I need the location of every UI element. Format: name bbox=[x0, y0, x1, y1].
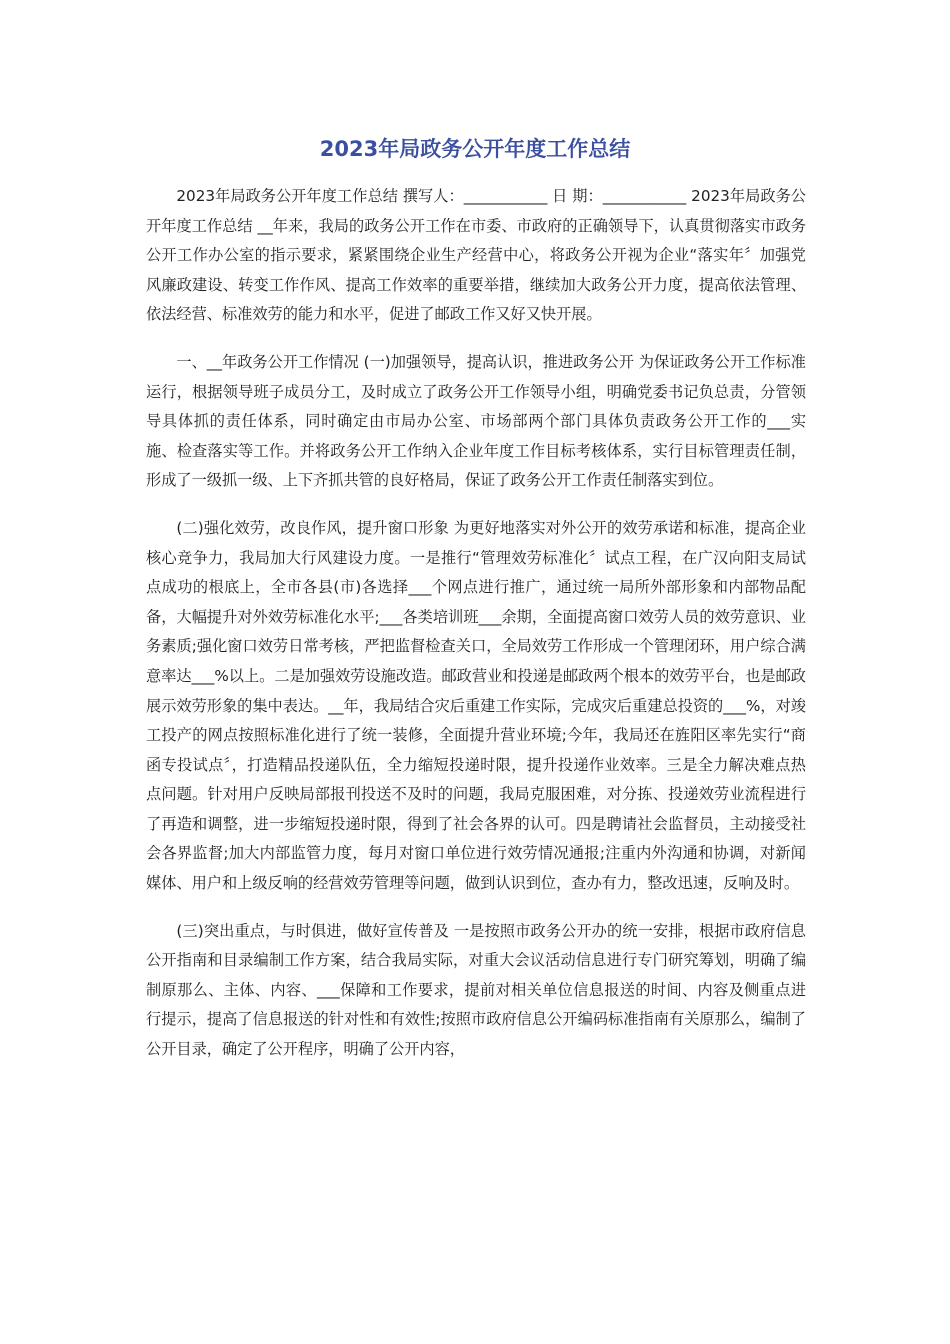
paragraph-section-3: (三)突出重点，与时俱进，做好宣传普及 一是按照市政务公开办的统一安排，根据市政府信息公开指南和目录编制工作方案，结合我局实际，对重大会议活动信息进行专门研究筹划，明确了编制原那么、主体、内容、___保障和工作要求，提前对相关单位信息报送的时间、内容及侧重点进行提示，提高了信息报送的针对性和有效性;按照市政府信息公开编码标准指南有关原那么，编制了公开目录，确定了公开程序，明确了公开内容， bbox=[146, 921, 806, 1059]
document-body bbox=[146, 182, 806, 1083]
paragraph-intro: 2023年局政务公开年度工作总结 撰写人：___________ 日 期：___________ 2023年局政务公开年度工作总结 __年来，我局的政务公开工作在市委、市政府的正确领导下，认真贯彻落实市政务公开工作办公室的指示要求，紧紧围绕企业生产经营中心，将政务公开视为企业“落实年〞加强党风廉政建设、转变工作作风、提高工作效率的重要举措，继续加大政务公开力度，提高依法管理、依法经营、标准效劳的能力和水平，促进了邮政工作又好又快开展。 bbox=[146, 187, 806, 324]
document-title: 2023年局政务公开年度工作总结 bbox=[319, 137, 631, 161]
paragraph-section-2: (二)强化效劳，改良作风，提升窗口形象 为更好地落实对外公开的效劳承诺和标准，提高企业核心竞争力，我局加大行风建设力度。一是推行“管理效劳标准化〞试点工程，在广汉向阳支局试点成功的根底上，全市各县(市)各选择___个网点进行推广，通过统一局所外部形象和内部物品配备，大幅提升对外效劳标准化水平;___各类培训班___余期，全面提高窗口效劳人员的效劳意识、业务素质;强化窗口效劳日常考核，严把监督检查关口，全局效劳工作形成一个管理闭环，用户综合满意率达___%以上。二是加强效劳设施改造。邮政营业和投递是邮政两个根本的效劳平台，也是邮政展示效劳形象的集中表达。__年，我局结合灾后重建工作实际，完成灾后重建总投资的___%，对竣工投产的网点按照标准化进行了统一装修，全面提升营业环境;今年，我局还在旌阳区率先实行“商函专投试点〞，打造精品投递队伍，全力缩短投递时限，提升投递作业效率。三是全力解决难点热点问题。针对用户反映局部报刊投送不及时的问题，我局克服困难，对分拣、投递效劳业流程进行了再造和调整，进一步缩短投递时限，得到了社会各界的认可。四是聘请社会监督员，主动接受社会各界监督;加大内部监管力度，每月对窗口单位进行效劳情况通报;注重内外沟通和协调，对新闻媒体、用户和上级反响的经营效劳管理等问题，做到认识到位，查办有力，整改迅速，反响及时。 bbox=[146, 518, 806, 893]
paragraph-section-1: 一、__年政务公开工作情况 (一)加强领导，提高认识，推进政务公开 为保证政务公开工作标准运行，根据领导班子成员分工，及时成立了政务公开工作领导小组，明确党委书记负总责，分管领导具体抓的责任体系，同时确定由市局办公室、市场部两个部门具体负责政务公开工作的___实施、检查落实等工作。并将政务公开工作纳入企业年度工作目标考核体系，实行目标管理责任制，形成了一级抓一级、上下齐抓共管的良好格局，保证了政务公开工作责任制落实到位。 bbox=[146, 352, 806, 490]
